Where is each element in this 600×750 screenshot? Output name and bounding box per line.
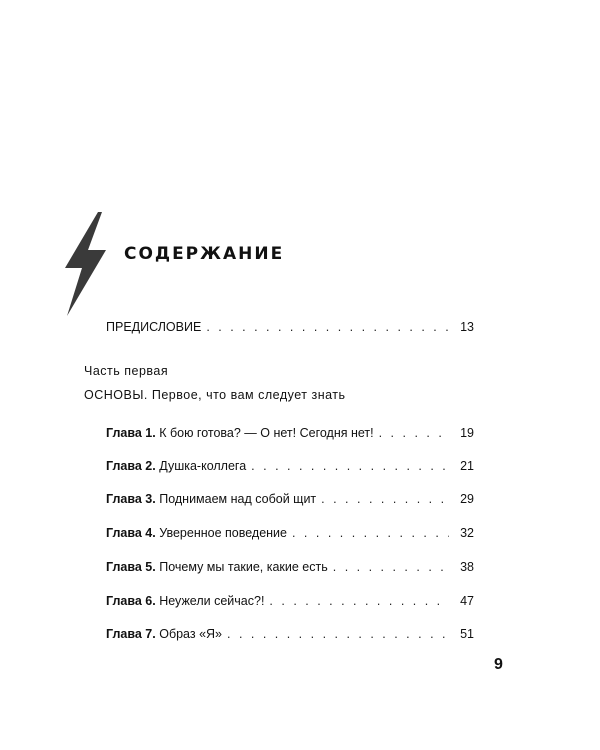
lightning-bolt-icon [62, 212, 108, 316]
chapter-page: 51 [460, 627, 474, 641]
toc-heading: СОДЕРЖАНИЕ [124, 244, 285, 264]
leader-dots [379, 426, 449, 440]
chapter-title: К бою готова? — О нет! Сегодня нет! [159, 426, 374, 440]
chapter-title: Уверенное поведение [159, 526, 287, 540]
chapter-label: Глава 7. [106, 627, 156, 641]
leader-dots [321, 492, 449, 506]
toc-entry-chapter-1[interactable] [106, 426, 474, 440]
chapter-page: 21 [460, 459, 474, 473]
chapter-label: Глава 1. [106, 426, 156, 440]
chapter-title: Поднимаем над собой щит [159, 492, 317, 506]
chapter-title: Неужели сейчас?! [159, 594, 265, 608]
chapter-title: Душка-коллега [159, 459, 247, 473]
leader-dots [292, 526, 449, 540]
toc-entry-chapter-6[interactable] [106, 594, 474, 608]
part-title: ОСНОВЫ. Первое, что вам следует знать [84, 388, 346, 402]
toc-entry-chapter-2[interactable] [106, 459, 474, 473]
chapter-label: Глава 4. [106, 526, 156, 540]
toc-entry-chapter-4[interactable] [106, 526, 474, 540]
chapter-title: Почему мы такие, какие есть [159, 560, 328, 574]
chapter-label: Глава 6. [106, 594, 156, 608]
chapter-page: 38 [460, 560, 474, 574]
chapter-title: Образ «Я» [159, 627, 222, 641]
preface-label: ПРЕДИСЛОВИЕ [106, 320, 202, 334]
leader-dots [251, 459, 449, 473]
chapter-page: 47 [460, 594, 474, 608]
chapter-page: 19 [460, 426, 474, 440]
chapter-label: Глава 2. [106, 459, 156, 473]
toc-entry-chapter-7[interactable] [106, 627, 474, 641]
chapter-label: Глава 5. [106, 560, 156, 574]
toc-entry-preface[interactable] [106, 320, 474, 334]
chapter-label: Глава 3. [106, 492, 156, 506]
leader-dots [227, 627, 449, 641]
chapter-page: 29 [460, 492, 474, 506]
leader-dots [206, 320, 449, 334]
toc-entry-chapter-3[interactable] [106, 492, 474, 506]
leader-dots [333, 560, 449, 574]
leader-dots [269, 594, 449, 608]
chapter-page: 32 [460, 526, 474, 540]
preface-page: 13 [460, 320, 474, 334]
page-number: 9 [494, 656, 503, 673]
toc-entry-chapter-5[interactable] [106, 560, 474, 574]
part-label: Часть первая [84, 364, 169, 378]
